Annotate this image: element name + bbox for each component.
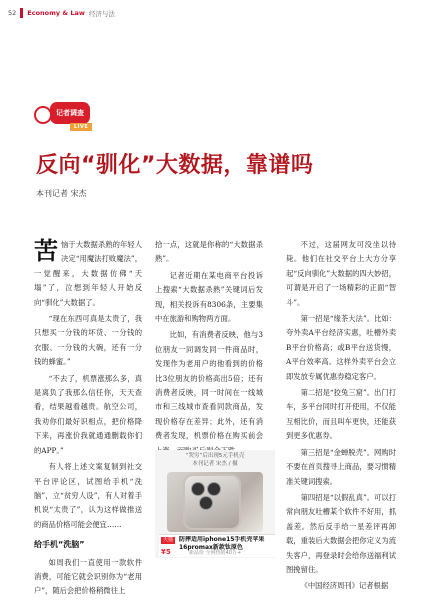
page-number: 52 [8, 9, 17, 17]
article-column-2 [155, 238, 263, 460]
product-title: 防摔适用iphone15手机壳苹果16promax新款钛原色 [179, 536, 265, 551]
paragraph: 记者近期在某电商平台投诉上搜索“大数据杀熟”关键词后发现，相关投诉有8306条，主要集中在旅游和购物两方面。 [155, 270, 263, 324]
article-title: 反向“驯化”大数据，靠谱吗 [36, 153, 314, 178]
figure-caption [155, 450, 275, 468]
badge-sign: 记者调查 [50, 102, 90, 124]
paragraph: 第四招是“以假乱真”。可以打常向朋友吐槽某个软件不好用，抓盖差。然后反手给一星差评再卸载，重装后大数据会把你定义为流失客户，再登录时会给你送福利试图挽留住。 [286, 492, 396, 574]
header-accent-bar [20, 8, 23, 18]
camera-lens-icon [191, 482, 205, 496]
paragraph-text: 恼于大数据杀熟的年轻人决定“用魔法打败魔法”，一觉醒来，大数据仿佛“天塌”了，泣想到年轻人开始反向“驯化”大数据了。 [34, 240, 142, 307]
dropcap: 苦 [34, 236, 58, 265]
paragraph: 拾一点，这就是你称的“大数据杀熟”。 [155, 240, 263, 264]
figure-caption-text: “哭穷”后出现5元手机壳 [185, 453, 245, 459]
store-tag: 天猫 [163, 537, 174, 543]
page-header [8, 6, 115, 20]
paragraph: “不去了，机票涨那么多，真是离负了我那么信任你，天天查看，结果越看越贵。航空公司，我劝你们最好识相点，把价格降下来，再涨价我就通通删载你们的APP。” [34, 373, 142, 455]
section-title: Economy & Law [27, 9, 85, 17]
paragraph: 第三招是“金蝉脱壳”。网购时不要在首页搜寻上商品，要习惯精准关键词搜索。 [286, 447, 396, 486]
paragraph: 不过，这届网友可没坐以待毙。他们在社交平台上大方分享起“反向驯化”大数据的四大妙招，可谓是开启了一场精彩的正面“智斗”。 [286, 240, 396, 307]
column-badge [28, 98, 116, 148]
article-column-1 [34, 238, 142, 601]
product-meta: 新品价 全网热销40万+ [189, 550, 242, 556]
badge-ribbon: LIVE [70, 123, 92, 131]
paragraph: 第一招是“缘茶大法”。比如：夸外卖A平台经济实惠，吐槽外卖B平台价格高；或B平台送货慢，A平台效率高。这样外卖平台会立即发放专属优惠券稳定客户。 [286, 314, 396, 381]
paragraph: 有人将上述文案复制到社交平台评论区，试图给手机“洗脑”，立“贫穷人设”，有人对着手机说“太贵了”，认为这样做推送的商品价格可能会便宜…… [34, 462, 142, 529]
figure-credit: 本刊记者 宋杰 / 摄 [192, 461, 238, 467]
paragraph: “现在东西可真是太贵了，我只想买一分钱的坏货、一分钱的衣服、一分钱的大碗，还有一分钱的蜂蜜。” [34, 314, 142, 367]
article-figure [155, 450, 275, 558]
camera-lens-icon [199, 496, 213, 510]
camera-lens-icon [207, 482, 221, 496]
section-subhead: 给手机“洗脑” [34, 540, 85, 550]
paragraph: 《中国经济周刊》记者根据 [300, 581, 389, 591]
paragraph [34, 238, 142, 310]
phone-case-image [185, 476, 239, 528]
article-byline: 本刊记者 宋杰 [36, 189, 87, 198]
paragraph: 如周我们一直使用一款软件消费，可能它就会识别你为“老用户”，随后会把价格稍微往上 [34, 557, 142, 596]
product-listing [159, 534, 275, 557]
paragraph: 第二招是“狡兔三窟”。出门打车，多平台同时打开使用，不仅能互相比价，而且叫车更快，还能获到更多优惠券。 [286, 388, 396, 441]
product-price: ¥5 [161, 548, 171, 556]
paragraph: 比如，有消费者反映，他与3位朋友一同调发同一件商品时，发现作为老用户的他看到的价格比3位朋友的价格高出5倍；还有消费者反映，同一时间在一线城市和三线城市查看同款商品，发现价格存在差异；此外，还有消费者发现，机票价格在购买前会 [155, 330, 263, 441]
section-title-cn: 经济与法 [88, 9, 115, 18]
article-column-3 [286, 238, 396, 596]
